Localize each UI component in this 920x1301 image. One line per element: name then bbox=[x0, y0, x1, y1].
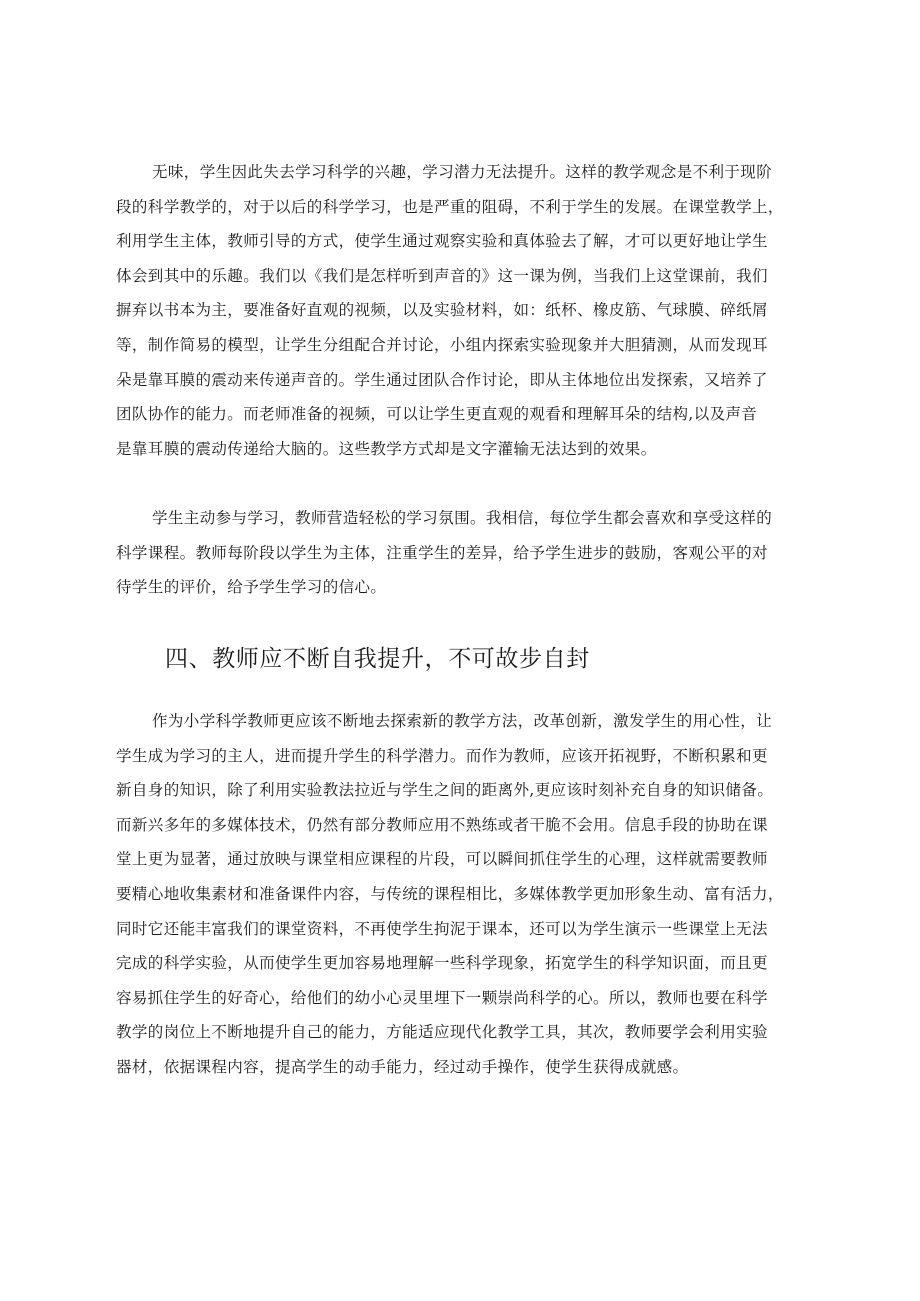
text-line: 同时它还能丰富我们的课堂资料，不再使学生拘泥于课本，还可以为学生演示一些课堂上无法 bbox=[116, 919, 768, 938]
text-line: 学生成为学习的主人，进而提升学生的科学潜力。而作为教师，应该开拓视野，不断积累和更 bbox=[116, 746, 768, 765]
text-line: 体会到其中的乐趣。我们以《我们是怎样听到声音的》这一课为例，当我们上这堂课前，我们 bbox=[116, 266, 768, 285]
text-line: 团队协作的能力。而老师准备的视频，可以让学生更直观的观看和理解耳朵的结构,以及声音 bbox=[116, 405, 758, 424]
text-line: 朵是靠耳膜的震动来传递声音的。学生通过团队合作讨论，即从主体地位出发探索，又培养了 bbox=[116, 370, 768, 389]
text-line: 学生主动参与学习，教师营造轻松的学习氛围。我相信，每位学生都会喜欢和享受这样的 bbox=[152, 509, 773, 527]
section-heading: 四、教师应不断自我提升，不可故步自封 bbox=[165, 646, 590, 672]
text-line: 段的科学教学的，对于以后的科学学习，也是严重的阻碍，不利于学生的发展。在课堂教学上， bbox=[116, 197, 784, 216]
text-line: 新自身的知识，除了利用实验教法拉近与学生之间的距离外,更应该时刻补充自身的知识储备。 bbox=[116, 781, 774, 800]
text-line: 摒弃以书本为主，要准备好直观的视频，以及实验材料，如：纸杯、橡皮筋、气球膜、碎纸屑 bbox=[116, 301, 768, 320]
text-line: 要精心地收集素材和准备课件内容，与传统的课程相比，多媒体教学更加形象生动、富有活力， bbox=[116, 884, 784, 903]
text-line: 无味，学生因此失去学习科学的兴趣，学习潜力无法提升。这样的教学观念是不利于现阶 bbox=[152, 163, 773, 181]
text-line: 器材，依据课程内容，提高学生的动手能力，经过动手操作，使学生获得成就感。 bbox=[116, 1057, 689, 1076]
text-line: 科学课程。教师每阶段以学生为主体，注重学生的差异，给予学生进步的鼓励，客观公平的对 bbox=[116, 543, 768, 562]
text-line: 而新兴多年的多媒体技术，仍然有部分教师应用不熟练或者干脆不会用。信息手段的协助在课 bbox=[116, 815, 768, 834]
text-line: 教学的岗位上不断地提升自己的能力，方能适应现代化教学工具，其次，教师要学会利用实验 bbox=[116, 1023, 768, 1042]
text-line: 利用学生主体，教师引导的方式，使学生通过观察实验和真体验去了解，才可以更好地让学生 bbox=[116, 232, 768, 251]
text-line: 等，制作简易的模型，让学生分组配合并讨论，小组内探索实验现象并大胆猜测，从而发现耳 bbox=[116, 335, 768, 354]
text-line: 完成的科学实验，从而使学生更加容易地理解一些科学现象，拓宽学生的科学知识面，而且更 bbox=[116, 954, 768, 973]
paragraph-3 bbox=[116, 704, 828, 1085]
text-line: 是靠耳膜的震动传递给大脑的。这些教学方式却是文字灌输无法达到的效果。 bbox=[116, 439, 657, 458]
text-line: 待学生的评价，给予学生学习的信心。 bbox=[116, 578, 387, 597]
text-line: 容易抓住学生的好奇心，给他们的幼小心灵里埋下一颗崇尚科学的心。所以，教师也要在科学 bbox=[116, 988, 768, 1007]
text-line: 作为小学科学教师更应该不断地去探索新的教学方法，改革创新，激发学生的用心性，让 bbox=[152, 712, 773, 730]
text-line: 堂上更为显著，通过放映与课堂相应课程的片段，可以瞬间抓住学生的心理，这样就需要教师 bbox=[116, 850, 768, 869]
paragraph-2 bbox=[116, 501, 828, 605]
paragraph-1 bbox=[116, 155, 828, 466]
